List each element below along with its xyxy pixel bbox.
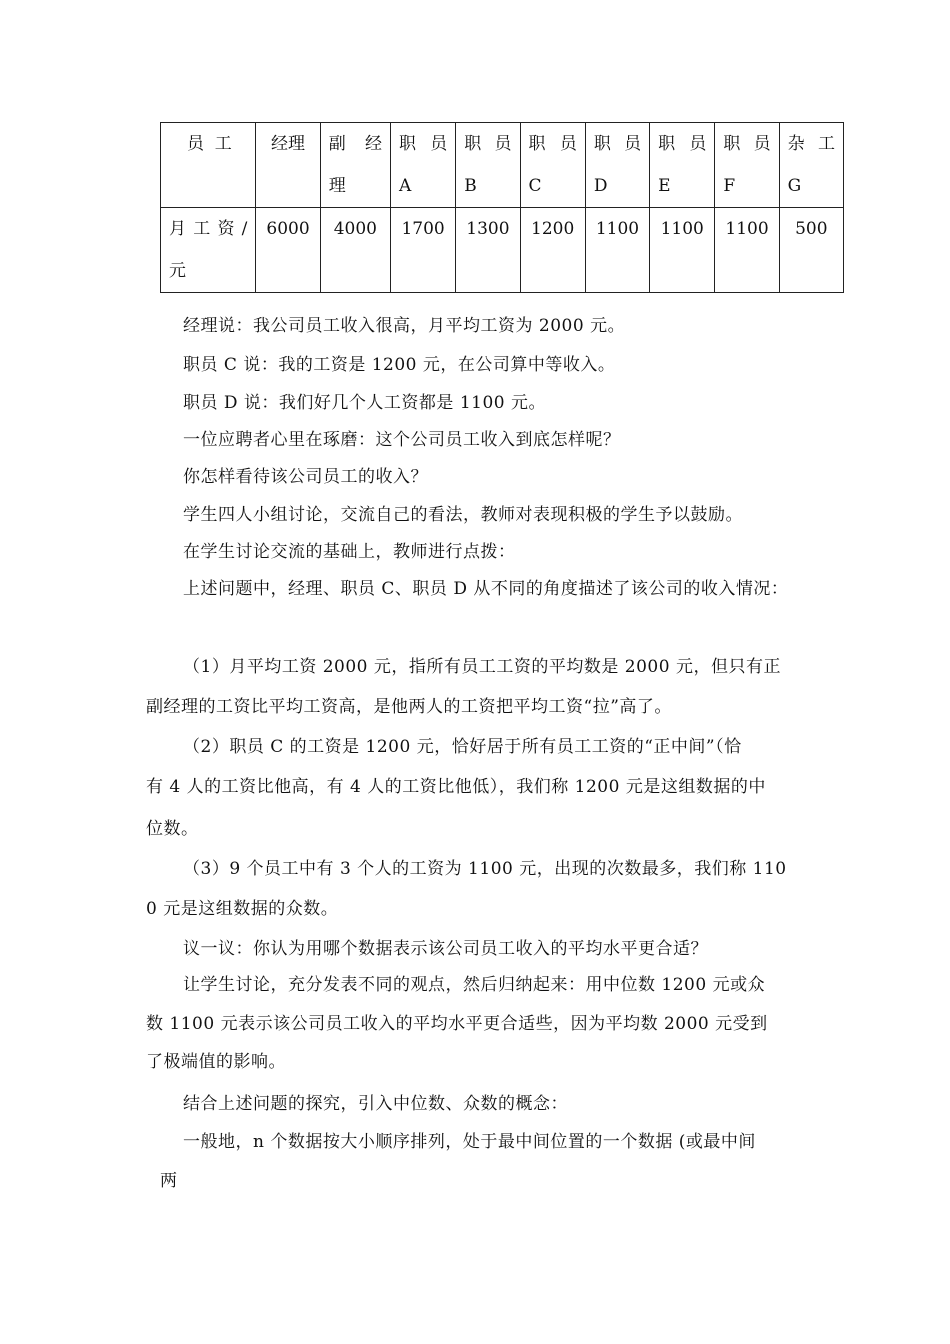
- paragraph-definition-line-1: 一般地，n 个数据按大小顺序排列，处于最中间位置的一个数据 (或最中间: [183, 1132, 756, 1152]
- value-cell: 1100: [585, 208, 649, 293]
- paragraph-point-3-line-2: 0 元是这组数据的众数。: [146, 899, 339, 919]
- table-header-row: [161, 123, 844, 208]
- salary-table: [160, 122, 844, 293]
- value-row-label: 月工资/ 元: [161, 208, 256, 293]
- paragraph-definition-line-2: 两: [160, 1171, 178, 1191]
- paragraph-staff-c-says: 职员 C 说：我的工资是 1200 元，在公司算中等收入。: [183, 355, 616, 375]
- paragraph-group-discussion: 学生四人小组讨论，交流自己的看法，教师对表现积极的学生予以鼓励。: [183, 505, 743, 525]
- header-cell-staff-d: 职 员 D: [585, 123, 649, 208]
- header-cell-staff-e: 职 员 E: [650, 123, 715, 208]
- header-cell-staff-c: 职 员 C: [520, 123, 585, 208]
- paragraph-perspectives: 上述问题中，经理、职员 C、职员 D 从不同的角度描述了该公司的收入情况：: [183, 579, 789, 599]
- paragraph-discuss: 议一议：你认为用哪个数据表示该公司员工收入的平均水平更合适？: [183, 939, 708, 959]
- paragraph-manager-says: 经理说：我公司员工收入很高，月平均工资为 2000 元。: [183, 316, 626, 336]
- header-cell-manager: 经理: [256, 123, 320, 208]
- header-cell-employee: 员 工: [161, 123, 256, 208]
- paragraph-point-1-line-2: 副经理的工资比平均工资高，是他两人的工资把平均工资“拉”高了。: [146, 697, 672, 717]
- value-cell: 1100: [650, 208, 715, 293]
- paragraph-point-3-line-1: （3）9 个员工中有 3 个人的工资为 1100 元，出现的次数最多，我们称 110: [183, 859, 787, 879]
- value-cell: 6000: [256, 208, 320, 293]
- paragraph-summary-line-3: 了极端值的影响。: [146, 1052, 286, 1072]
- paragraph-point-1-line-1: （1）月平均工资 2000 元，指所有员工工资的平均数是 2000 元，但只有正: [183, 657, 781, 677]
- value-cell: 1200: [520, 208, 585, 293]
- header-cell-staff-b: 职 员 B: [456, 123, 520, 208]
- value-cell: 500: [779, 208, 843, 293]
- value-cell: 1700: [390, 208, 455, 293]
- paragraph-introduce-concepts: 结合上述问题的探究，引入中位数、众数的概念：: [183, 1094, 568, 1114]
- paragraph-summary-line-2: 数 1100 元表示该公司员工收入的平均水平更合适些，因为平均数 2000 元受到: [146, 1014, 768, 1034]
- paragraph-staff-d-says: 职员 D 说：我们好几个人工资都是 1100 元。: [183, 393, 547, 413]
- paragraph-applicant-thinks: 一位应聘者心里在琢磨：这个公司员工收入到底怎样呢？: [183, 430, 621, 450]
- value-cell: 1100: [715, 208, 779, 293]
- header-cell-staff-f: 职 员 F: [715, 123, 779, 208]
- value-cell: 1300: [456, 208, 520, 293]
- header-cell-deputy-manager: 副 经 理: [320, 123, 390, 208]
- paragraph-point-2-line-3: 位数。: [146, 819, 199, 839]
- table-value-row: [161, 208, 844, 293]
- value-cell: 4000: [320, 208, 390, 293]
- paragraph-point-2-line-1: （2）职员 C 的工资是 1200 元，恰好居于所有员工工资的“正中间”（恰: [183, 737, 742, 757]
- paragraph-question: 你怎样看待该公司员工的收入？: [183, 467, 428, 487]
- paragraph-point-2-line-2: 有 4 人的工资比他高，有 4 人的工资比他低），我们称 1200 元是这组数据的中: [146, 777, 766, 797]
- header-cell-worker-g: 杂 工 G: [779, 123, 843, 208]
- paragraph-teacher-guidance: 在学生讨论交流的基础上，教师进行点拨：: [183, 542, 516, 562]
- header-cell-staff-a: 职 员 A: [390, 123, 455, 208]
- paragraph-summary-line-1: 让学生讨论，充分发表不同的观点，然后归纳起来：用中位数 1200 元或众: [183, 975, 766, 995]
